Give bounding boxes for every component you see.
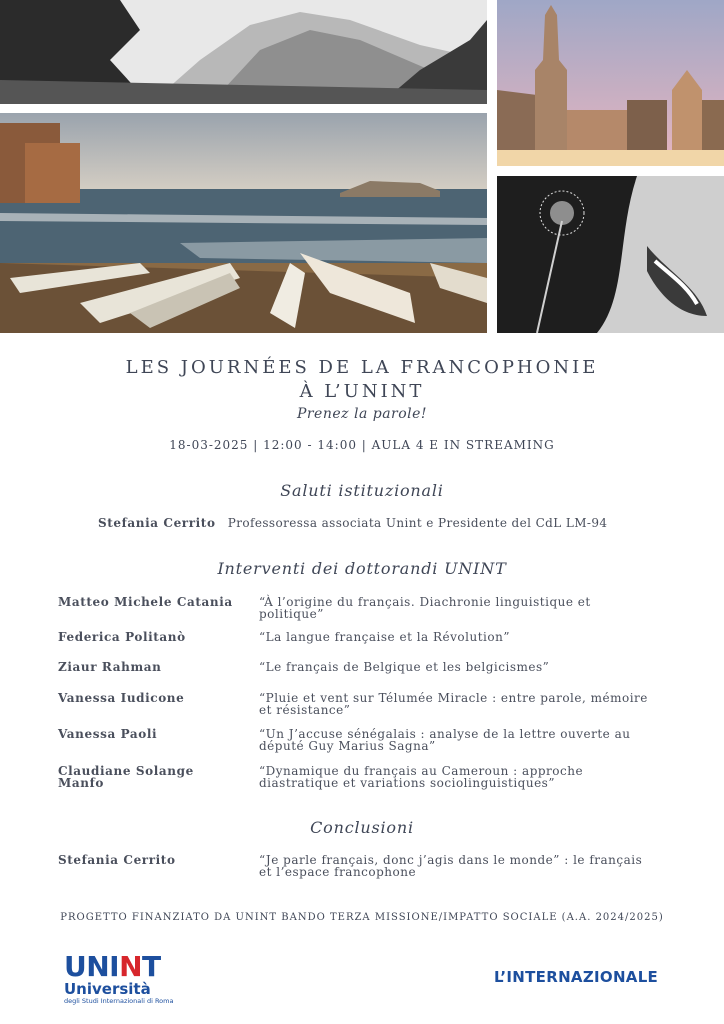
photo-landscape-bw <box>0 0 487 104</box>
speaker-name: Matteo Michele Catania <box>58 595 233 609</box>
talk-title <box>259 596 679 620</box>
speaker-name-line1: Claudiane Solange <box>58 764 194 778</box>
welcome-speaker-name: Stefania Cerrito <box>98 516 216 530</box>
unint-logo-subtitle: degli Studi Internazionali di Roma <box>64 997 174 1005</box>
talk-title-line2: et résistance” <box>259 703 351 717</box>
unint-logo-universita: Università <box>64 980 151 998</box>
conclusion-speaker-name: Stefania Cerrito <box>58 853 176 867</box>
talk-title-line1: “Pluie et vent sur Télumée Miracle : entre parole, mémoire <box>259 691 648 705</box>
conclusion-title-line2: et l’espace francophone <box>259 865 417 879</box>
speaker-name: Vanessa Iudicone <box>58 691 185 705</box>
talk-title-line1: “Le français de Belgique et les belgicismes” <box>259 660 550 674</box>
welcome-heading: Saluti istituzionali <box>280 481 444 500</box>
speaker-name: Federica Politanò <box>58 630 186 644</box>
talk-title-line1: “Un J’accuse sénégalais : analyse de la lettre ouverte au <box>259 727 631 741</box>
talk-title-line1: “La langue française et la Révolution” <box>259 630 510 644</box>
event-date-location: 18-03-2025 | 12:00 - 14:00 | AULA 4 E IN STREAMING <box>169 438 555 452</box>
speaker-name: Ziaur Rahman <box>58 660 162 674</box>
unint-logo-wordmark <box>64 950 173 983</box>
talk-title <box>259 661 679 673</box>
photo-coast-boats <box>0 113 487 333</box>
talk-title-line1: “À l’origine du français. Diachronie linguistique et <box>259 595 591 609</box>
conclusion-heading: Conclusioni <box>310 818 414 837</box>
event-title-line2: À L’UNINT <box>299 381 425 402</box>
speaker-name <box>58 765 248 789</box>
conclusion-title-line1: “Je parle français, donc j’agis dans le monde” : le français <box>259 853 643 867</box>
talk-title-line1: “Dynamique du français au Cameroun : approche <box>259 764 584 778</box>
speaker-name-line2: Manfo <box>58 776 104 790</box>
photo-dandelion-child <box>497 176 724 333</box>
unint-logo <box>64 950 174 1005</box>
event-title-line1: LES JOURNÉES DE LA FRANCOPHONIE <box>125 357 599 378</box>
conclusion-title <box>259 854 679 878</box>
brand-linternazionale: L’INTERNAZIONALE <box>494 968 659 986</box>
funding-note: PROGETTO FINANZIATO DA UNINT BANDO TERZA MISSIONE/IMPATTO SOCIALE (A.A. 2024/2025) <box>60 912 664 923</box>
logo-t: T <box>142 950 161 983</box>
speaker-name: Vanessa Paoli <box>58 727 158 741</box>
logo-n: N <box>119 950 143 983</box>
talk-title <box>259 728 679 752</box>
welcome-row <box>98 516 607 530</box>
welcome-speaker-role: Professoressa associata Unint e Presidente del CdL LM-94 <box>227 516 608 530</box>
talk-title-line2: politique” <box>259 607 324 621</box>
talk-title <box>259 631 679 643</box>
talk-title <box>259 765 679 789</box>
talk-title-line2: député Guy Marius Sagna” <box>259 739 436 753</box>
talks-heading: Interventi dei dottorandi UNINT <box>217 559 507 578</box>
talk-title-line2: diastratique et variations sociolinguistiques” <box>259 776 555 790</box>
logo-uni: UNI <box>64 950 120 983</box>
photo-grand-place <box>497 0 724 166</box>
event-subtitle: Prenez la parole! <box>296 406 428 422</box>
talk-title <box>259 692 679 716</box>
